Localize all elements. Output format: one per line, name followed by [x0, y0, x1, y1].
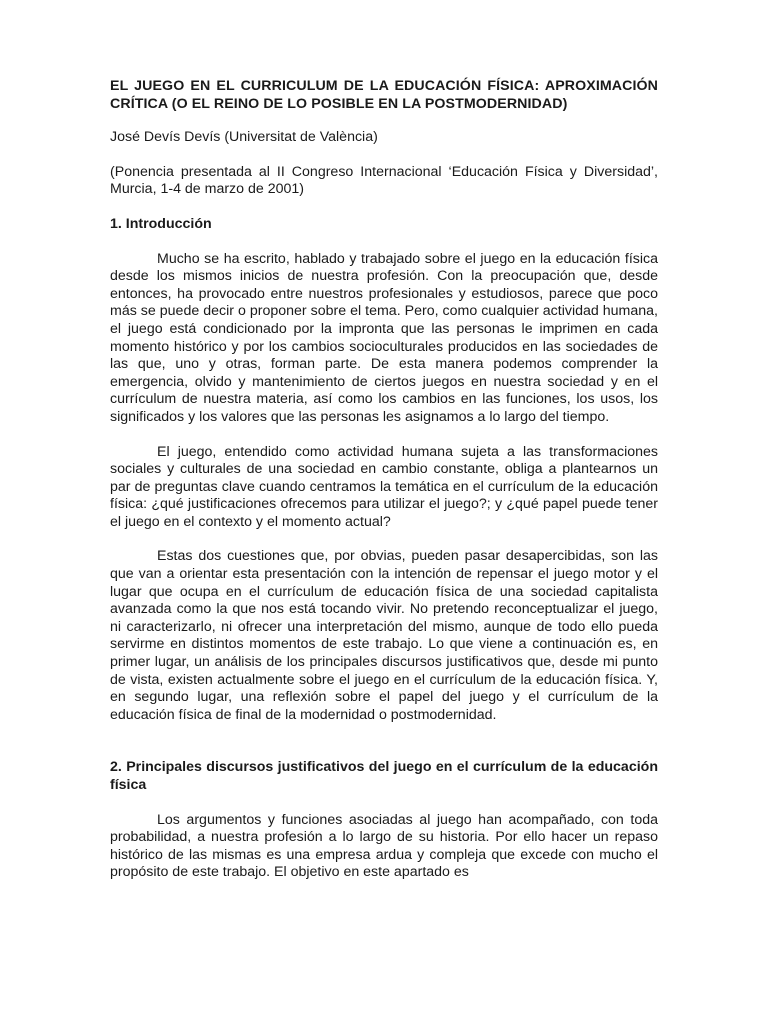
section-1-paragraph-1: Mucho se ha escrito, hablado y trabajado sobre el juego en la educación física desde los mismos inicios de nuestra profesión. Con la preocupación que, desde entonces, ha provocado entre nuestros profesionales y estudiosos, parece que poco más se puede decir o proponer sobre el tema. Pero, como cualquier actividad humana, el juego está condicionado por la impronta que las personas le imprimen en cada momento histórico y por los cambios socioculturales producidos en las sociedades de las que, uno y otras, forman parte. De esta manera podemos comprender la emergencia, olvido y mantenimiento de ciertos juegos en nuestra sociedad y en el currículum de nuestra materia, así como los cambios en las funciones, los usos, los significados y los valores que las personas les asignamos a lo largo del tiempo.	[110, 250, 658, 425]
document-title: EL JUEGO EN EL CURRICULUM DE LA EDUCACIÓN FÍSICA: APROXIMACIÓN CRÍTICA (O EL REINO DE LO POSIBLE EN LA POSTMODERNIDAD)	[110, 78, 658, 112]
section-2-heading: 2. Principales discursos justificativos del juego en el currículum de la educación física	[110, 759, 658, 793]
section-1-heading: 1. Introducción	[110, 215, 212, 232]
document-page	[110, 78, 658, 882]
section-2-paragraph-1: Los argumentos y funciones asociadas al juego han acompañado, con toda probabilidad, a nuestra profesión a lo largo de su historia. Por ello hacer un repaso histórico de las mismas es una empresa ardua y compleja que excede con mucho el propósito de este trabajo. El objetivo en este apartado es	[110, 811, 658, 881]
conference-note: (Ponencia presentada al II Congreso Internacional ‘Educación Física y Diversidad’, Murcia, 1-4 de marzo de 2001)	[110, 163, 658, 198]
section-1-paragraph-3: Estas dos cuestiones que, por obvias, pueden pasar desapercibidas, son las que van a orientar esta presentación con la intención de repensar el juego motor y el lugar que ocupa en el currículum de educación física de una sociedad capitalista avanzada como la que nos está tocando vivir. No pretendo reconceptualizar el juego, ni caracterizarlo, ni ofrecer una interpretación del mismo, aunque de todo ello pueda servirme en distintos momentos de este trabajo. Lo que viene a continuación es, en primer lugar, un análisis de los principales discursos justificativos que, desde mi punto de vista, existen actualmente sobre el juego en el currículum de la educación física. Y, en segundo lugar, una reflexión sobre el papel del juego y el currículum de la educación física de final de la modernidad o postmodernidad.	[110, 548, 658, 723]
section-1-paragraph-2: El juego, entendido como actividad humana sujeta a las transformaciones sociales y culturales de una sociedad en cambio constante, obliga a plantearnos un par de preguntas clave cuando centramos la temática en el currículum de la educación física: ¿qué justificaciones ofrecemos para utilizar el juego?; y ¿qué papel puede tener el juego en el contexto y el momento actual?	[110, 443, 658, 530]
author-line: José Devís Devís (Universitat de València)	[110, 129, 378, 146]
